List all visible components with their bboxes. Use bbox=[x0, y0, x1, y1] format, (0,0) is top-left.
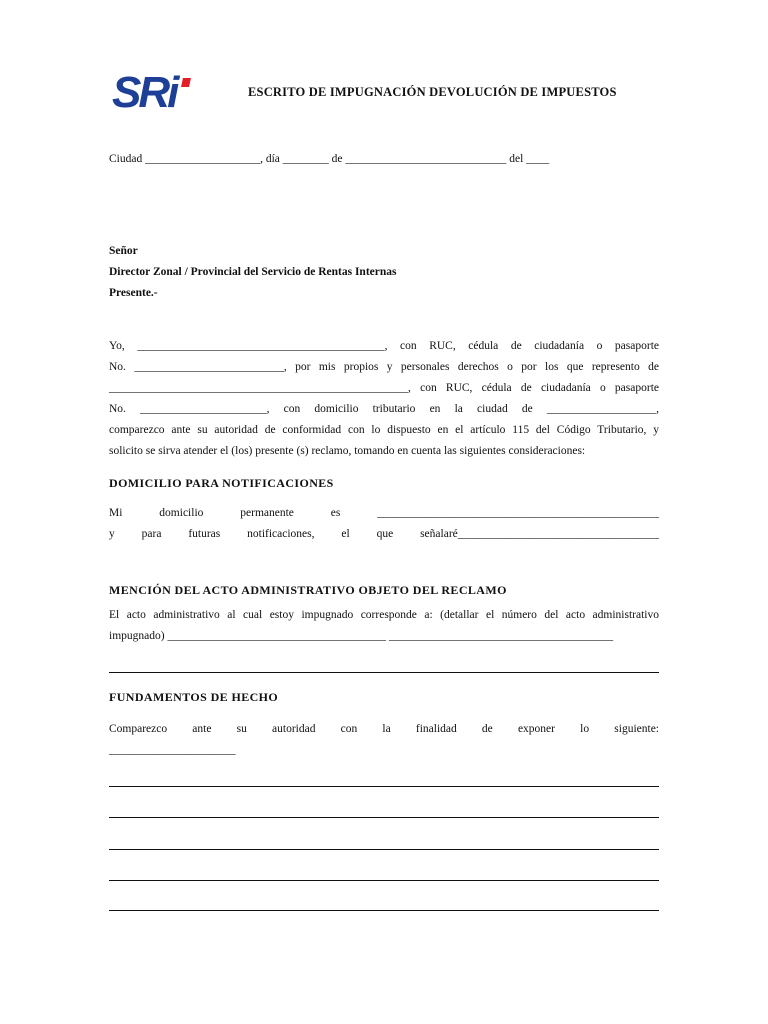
intro-line-2: No. __________________________, por mis propios y personales derechos o por los que represento de bbox=[109, 361, 659, 373]
addressee-closing: Presente.- bbox=[109, 287, 158, 299]
heading-domicilio: DOMICILIO PARA NOTIFICACIONES bbox=[109, 476, 334, 490]
hecho-line-1: Comparezco ante su autoridad con la finalidad de exponer lo siguiente: bbox=[109, 723, 659, 735]
hecho-answer-line bbox=[109, 786, 659, 787]
sri-logo bbox=[112, 68, 196, 122]
intro-line-5: comparezco ante su autoridad de conformidad con lo dispuesto en el artículo 115 del Código Tributario, y bbox=[109, 424, 659, 436]
heading-acto: MENCIÓN DEL ACTO ADMINISTRATIVO OBJETO DEL RECLAMO bbox=[109, 583, 507, 597]
intro-line-3: ____________________________________________________, con RUC, cédula de ciudadanía o pasaporte bbox=[109, 382, 659, 394]
date-line: Ciudad ____________________, día ________ de ____________________________ del ____ bbox=[109, 153, 550, 165]
acto-line-1: El acto administrativo al cual estoy impugnado corresponde a: (detallar el número del acto administrativo bbox=[109, 609, 659, 621]
acto-line-2: impugnado) ______________________________________ _______________________________________ bbox=[109, 630, 614, 642]
heading-hecho: FUNDAMENTOS DE HECHO bbox=[109, 690, 279, 704]
logo-accent bbox=[181, 78, 191, 87]
addressee-salutation: Señor bbox=[109, 245, 138, 257]
intro-line-6: solicito se sirva atender el (los) presente (s) reclamo, tomando en cuenta las siguientes consideraciones: bbox=[109, 445, 586, 457]
hecho-answer-line bbox=[109, 849, 659, 850]
intro-line-4: No. ______________________, con domicilio tributario en la ciudad de ___________________, bbox=[109, 403, 659, 415]
hecho-answer-line bbox=[109, 910, 659, 911]
hecho-line-2: ______________________ bbox=[109, 744, 236, 756]
acto-answer-line bbox=[109, 672, 659, 673]
logo-text: SRi bbox=[112, 68, 177, 117]
domicilio-line-2: y para futuras notificaciones, el que señalaré___________________________________ bbox=[109, 528, 659, 540]
intro-line-1: Yo, ___________________________________________, con RUC, cédula de ciudadanía o pasaporte bbox=[109, 340, 659, 352]
domicilio-line-1: Mi domicilio permanente es _________________________________________________ bbox=[109, 507, 659, 519]
hecho-answer-line bbox=[109, 817, 659, 818]
addressee-position: Director Zonal / Provincial del Servicio de Rentas Internas bbox=[109, 266, 397, 278]
hecho-answer-line bbox=[109, 880, 659, 881]
document-title: ESCRITO DE IMPUGNACIÓN DEVOLUCIÓN DE IMPUESTOS bbox=[248, 85, 617, 99]
